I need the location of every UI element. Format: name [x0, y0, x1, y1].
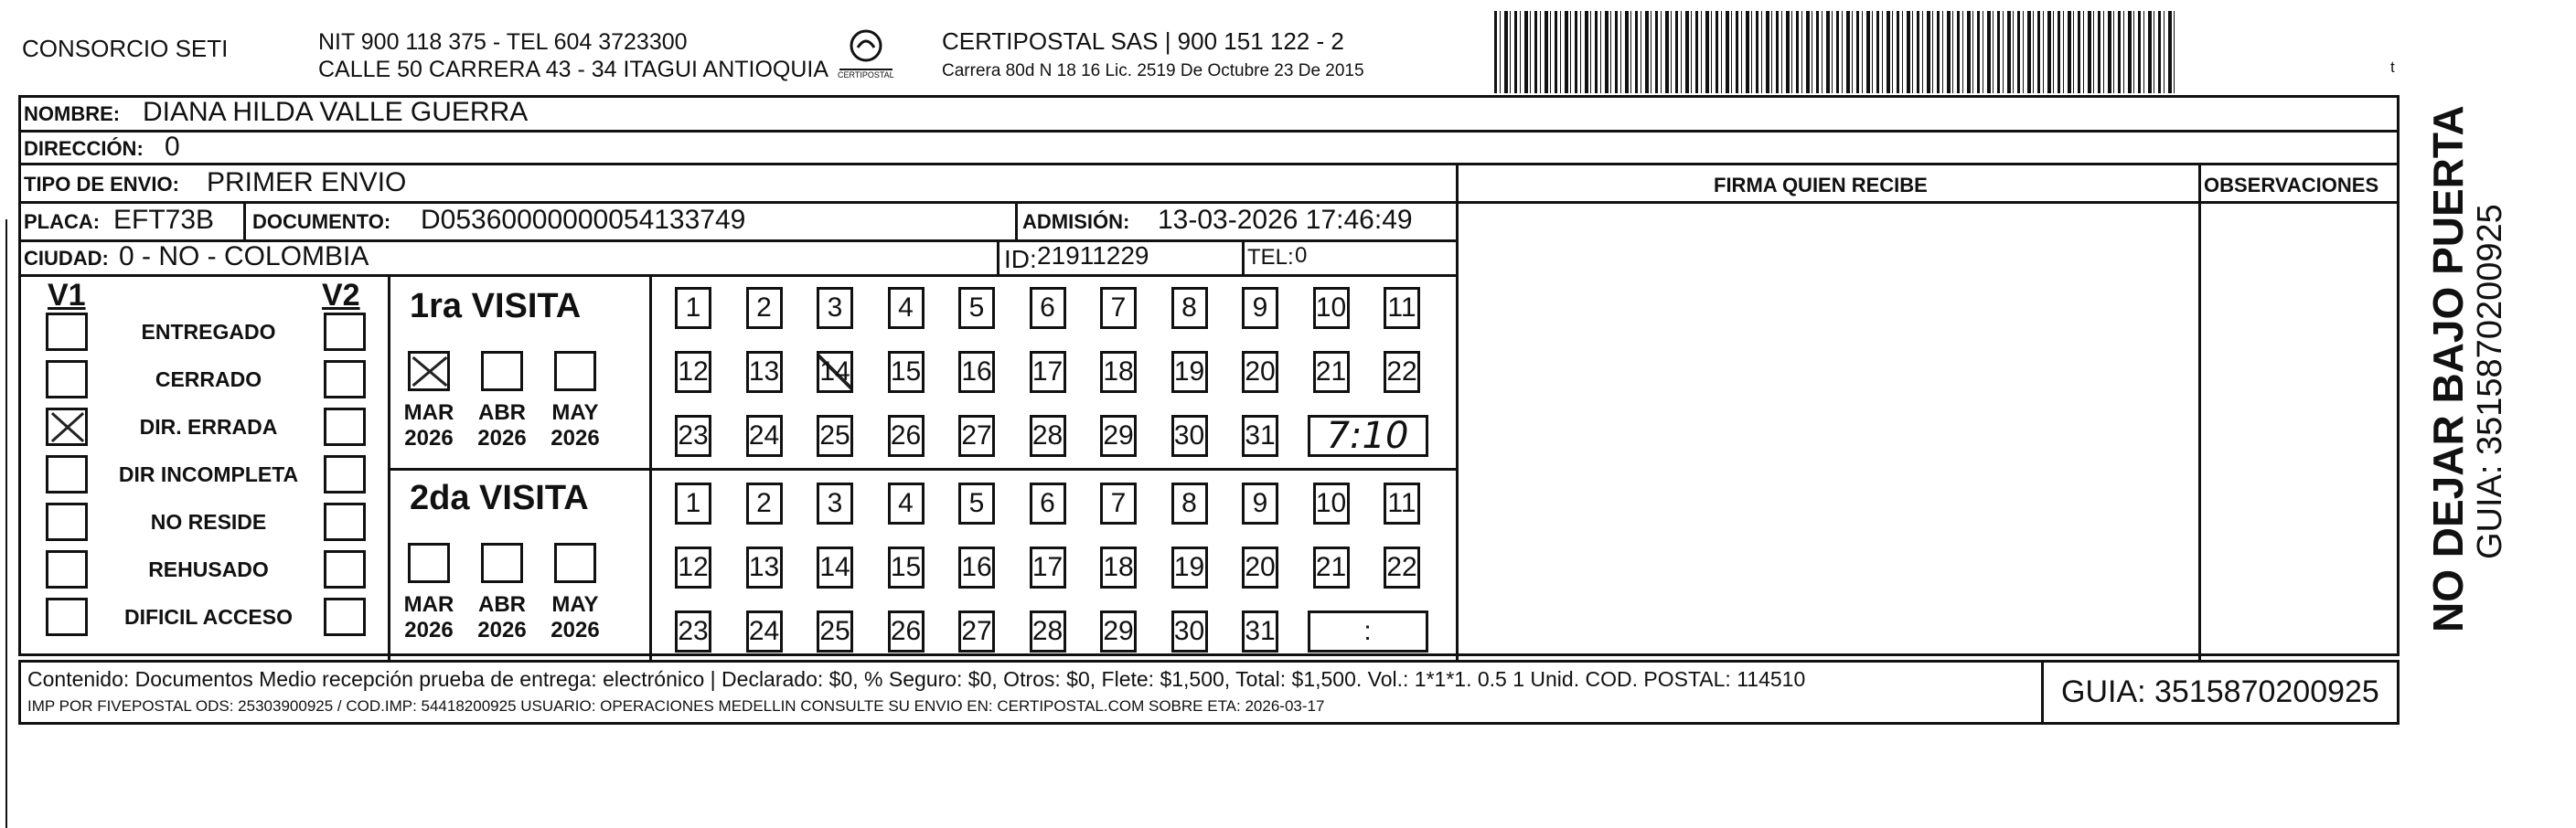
status-label: CERRADO	[155, 367, 262, 391]
second-visit-month-label	[397, 592, 461, 642]
month-name: MAY	[551, 592, 599, 617]
tipo-label: TIPO DE ENVIO:	[24, 173, 179, 196]
footer-contenido: Contenido: Documentos Medio recepción prueba de entrega: electrónico | Declarado: $0, % Seguro: $0, Otros: $0, Flete: $1,500, Total: $1,500. Vol.: 1*1*1. 0.5 1 Unid. COD. POSTAL: 114510	[27, 667, 1806, 691]
company-name: CONSORCIO SETI	[22, 35, 229, 62]
first-visit-day-21[interactable]: 21	[1313, 351, 1350, 393]
page-edge-line	[5, 219, 7, 828]
nombre-label: NOMBRE:	[24, 102, 121, 125]
first-visit-month-box[interactable]	[481, 351, 523, 391]
second-visit-title: 2da VISITA	[410, 479, 589, 517]
first-visit-month-label	[543, 400, 607, 451]
second-visit-day-24[interactable]: 24	[746, 610, 783, 653]
v2-checkbox[interactable]	[324, 598, 366, 636]
second-visit-day-27[interactable]: 27	[958, 610, 995, 653]
first-visit-day-8[interactable]: 8	[1171, 287, 1208, 329]
second-visit-day-22[interactable]: 22	[1384, 547, 1420, 589]
first-visit-month-box[interactable]	[408, 351, 450, 391]
second-visit-day-3[interactable]: 3	[817, 483, 853, 525]
second-visit-day-28[interactable]: 28	[1030, 610, 1066, 653]
second-visit-day-11[interactable]: 11	[1384, 483, 1420, 525]
first-visit-day-30[interactable]: 30	[1171, 415, 1208, 457]
status-label: NO RESIDE	[150, 510, 267, 534]
barcode	[1494, 11, 2178, 93]
admision-label: ADMISIÓN:	[1022, 210, 1130, 233]
v2-checkbox[interactable]	[324, 408, 366, 446]
first-visit-day-7[interactable]: 7	[1100, 287, 1137, 329]
first-visit-day-25[interactable]: 25	[817, 415, 853, 457]
month-name: MAY	[551, 400, 599, 425]
tel-label: TEL:	[1247, 245, 1294, 270]
side-guia: GUIA: 3515870200925	[2471, 204, 2509, 559]
second-visit-day-29[interactable]: 29	[1100, 610, 1137, 653]
first-visit-day-28[interactable]: 28	[1030, 415, 1066, 457]
second-visit-day-7[interactable]: 7	[1100, 483, 1137, 525]
second-visit-day-13[interactable]: 13	[746, 547, 783, 589]
first-visit-day-4[interactable]: 4	[888, 287, 925, 329]
month-year: 2026	[550, 425, 600, 451]
v2-label: V2	[322, 278, 360, 313]
v1-checkbox[interactable]	[46, 313, 88, 351]
first-visit-day-10[interactable]: 10	[1313, 287, 1350, 329]
second-visit-day-20[interactable]: 20	[1242, 547, 1278, 589]
observaciones-label: OBSERVACIONES	[2204, 174, 2379, 196]
second-visit-day-15[interactable]: 15	[888, 547, 925, 589]
id-value: 21911229	[1037, 241, 1149, 270]
firma-label: FIRMA QUIEN RECIBE	[1714, 174, 1928, 196]
status-label: DIFICIL ACCESO	[123, 605, 293, 629]
v1-label: V1	[48, 278, 86, 313]
v1-checkbox[interactable]	[46, 550, 88, 589]
month-year: 2026	[404, 425, 454, 451]
placa-value: EFT73B	[113, 205, 215, 235]
month-year: 2026	[477, 425, 527, 451]
second-visit-day-17[interactable]: 17	[1030, 547, 1066, 589]
second-visit-month-label	[470, 592, 534, 642]
second-visit-day-23[interactable]: 23	[675, 610, 711, 653]
footer-guia-box: GUIA: 3515870200925	[2061, 674, 2379, 709]
tipo-value: PRIMER ENVIO	[207, 167, 407, 197]
second-visit-month-box[interactable]	[408, 543, 450, 583]
first-visit-day-17[interactable]: 17	[1030, 351, 1066, 393]
address-line: CALLE 50 CARRERA 43 - 34 ITAGUI ANTIOQUIA	[318, 57, 829, 82]
nombre-value: DIANA HILDA VALLE GUERRA	[143, 97, 529, 127]
month-name: MAR	[403, 400, 454, 425]
second-visit-day-21[interactable]: 21	[1313, 547, 1350, 589]
first-visit-day-1[interactable]: 1	[675, 287, 711, 329]
certipostal-logo	[834, 27, 898, 82]
first-visit-day-15[interactable]: 15	[888, 351, 925, 393]
courier-license: Carrera 80d N 18 16 Lic. 2519 De Octubre 23 De 2015	[942, 61, 1364, 80]
id-label: ID:	[1004, 245, 1037, 273]
nit-line: NIT 900 118 375 - TEL 604 3723300	[318, 29, 688, 55]
second-visit-day-25[interactable]: 25	[817, 610, 853, 653]
first-visit-day-20[interactable]: 20	[1242, 351, 1278, 393]
v1-checkbox[interactable]	[46, 360, 88, 398]
first-visit-month-label	[470, 400, 534, 451]
second-visit-day-6[interactable]: 6	[1030, 483, 1066, 525]
first-visit-day-23[interactable]: 23	[675, 415, 711, 457]
second-visit-day-26[interactable]: 26	[888, 610, 925, 653]
documento-value: D05360000000054133749	[421, 205, 746, 235]
ciudad-value: 0 - NO - COLOMBIA	[119, 241, 369, 271]
first-visit-day-11[interactable]: 11	[1384, 287, 1420, 329]
status-label: DIR. ERRADA	[139, 415, 278, 439]
v2-checkbox[interactable]	[324, 550, 366, 589]
first-visit-day-3[interactable]: 3	[817, 287, 853, 329]
first-visit-day-24[interactable]: 24	[746, 415, 783, 457]
first-visit-month-label	[397, 400, 461, 451]
first-visit-day-5[interactable]: 5	[958, 287, 995, 329]
second-visit-day-2[interactable]: 2	[746, 483, 783, 525]
no-dejar-warning: NO DEJAR BAJO PUERTA	[2424, 105, 2472, 632]
first-visit-day-22[interactable]: 22	[1384, 351, 1420, 393]
second-visit-day-8[interactable]: 8	[1171, 483, 1208, 525]
first-visit-day-12[interactable]: 12	[675, 351, 711, 393]
second-visit-month-box[interactable]	[554, 543, 596, 583]
first-visit-day-26[interactable]: 26	[888, 415, 925, 457]
footer-imp-line: IMP POR FIVEPOSTAL ODS: 25303900925 / COD.IMP: 54418200925 USUARIO: OPERACIONES MEDELLIN CONSULTE SU ENVIO EN: CERTIPOSTAL.COM SOBRE ETA: 2026-03-17	[27, 697, 1325, 715]
direccion-label: DIRECCIÓN:	[24, 137, 144, 160]
first-visit-day-18[interactable]: 18	[1100, 351, 1137, 393]
direccion-value: 0	[165, 132, 180, 162]
month-name: ABR	[478, 592, 526, 617]
second-visit-day-18[interactable]: 18	[1100, 547, 1137, 589]
documento-label: DOCUMENTO:	[252, 210, 391, 233]
second-visit-day-14[interactable]: 14	[817, 547, 853, 589]
first-visit-day-27[interactable]: 27	[958, 415, 995, 457]
second-visit-day-19[interactable]: 19	[1171, 547, 1208, 589]
second-visit-day-16[interactable]: 16	[958, 547, 995, 589]
second-visit-day-12[interactable]: 12	[675, 547, 711, 589]
placa-label: PLACA:	[24, 210, 101, 233]
corner-mark: ᵗ	[2390, 58, 2396, 83]
v1-checkbox[interactable]	[46, 408, 88, 446]
courier-name: CERTIPOSTAL SAS | 900 151 122 - 2	[942, 27, 1344, 55]
first-visit-day-2[interactable]: 2	[746, 287, 783, 329]
v2-checkbox[interactable]	[324, 503, 366, 541]
second-visit-day-4[interactable]: 4	[888, 483, 925, 525]
month-name: ABR	[478, 400, 526, 425]
first-visit-time-box[interactable]: 7:10	[1308, 415, 1428, 457]
first-visit-title: 1ra VISITA	[410, 287, 582, 325]
first-visit-day-16[interactable]: 16	[958, 351, 995, 393]
second-visit-day-9[interactable]: 9	[1242, 483, 1278, 525]
v1-checkbox[interactable]	[46, 455, 88, 494]
month-year: 2026	[404, 617, 454, 642]
v1-checkbox[interactable]	[46, 503, 88, 541]
first-visit-day-6[interactable]: 6	[1030, 287, 1066, 329]
status-label: ENTREGADO	[141, 320, 276, 344]
first-visit-day-19[interactable]: 19	[1171, 351, 1208, 393]
second-visit-day-5[interactable]: 5	[958, 483, 995, 525]
month-year: 2026	[550, 617, 600, 642]
second-visit-time-box[interactable]: :	[1308, 610, 1428, 653]
first-visit-month-box[interactable]	[554, 351, 596, 391]
status-label: DIR INCOMPLETA	[118, 462, 299, 486]
first-visit-day-31[interactable]: 31	[1242, 415, 1278, 457]
tel-value: 0	[1295, 243, 1308, 268]
second-visit-month-label	[543, 592, 607, 642]
ciudad-label: CIUDAD:	[24, 247, 109, 270]
first-visit-day-9[interactable]: 9	[1242, 287, 1278, 329]
month-year: 2026	[477, 617, 527, 642]
second-visit-day-31[interactable]: 31	[1242, 610, 1278, 653]
first-visit-day-14[interactable]: 14	[817, 351, 853, 393]
second-visit-day-1[interactable]: 1	[675, 483, 711, 525]
second-visit-day-10[interactable]: 10	[1313, 483, 1350, 525]
v1-checkbox[interactable]	[46, 598, 88, 636]
logo-text: CERTIPOSTAL	[838, 70, 894, 80]
second-visit-day-30[interactable]: 30	[1171, 610, 1208, 653]
second-visit-month-box[interactable]	[481, 543, 523, 583]
first-visit-day-13[interactable]: 13	[746, 351, 783, 393]
v2-checkbox[interactable]	[324, 455, 366, 494]
v2-checkbox[interactable]	[324, 313, 366, 351]
status-label: REHUSADO	[148, 557, 269, 581]
admision-value: 13-03-2026 17:46:49	[1158, 205, 1413, 235]
v2-checkbox[interactable]	[324, 360, 366, 398]
month-name: MAR	[403, 592, 454, 617]
first-visit-day-29[interactable]: 29	[1100, 415, 1137, 457]
